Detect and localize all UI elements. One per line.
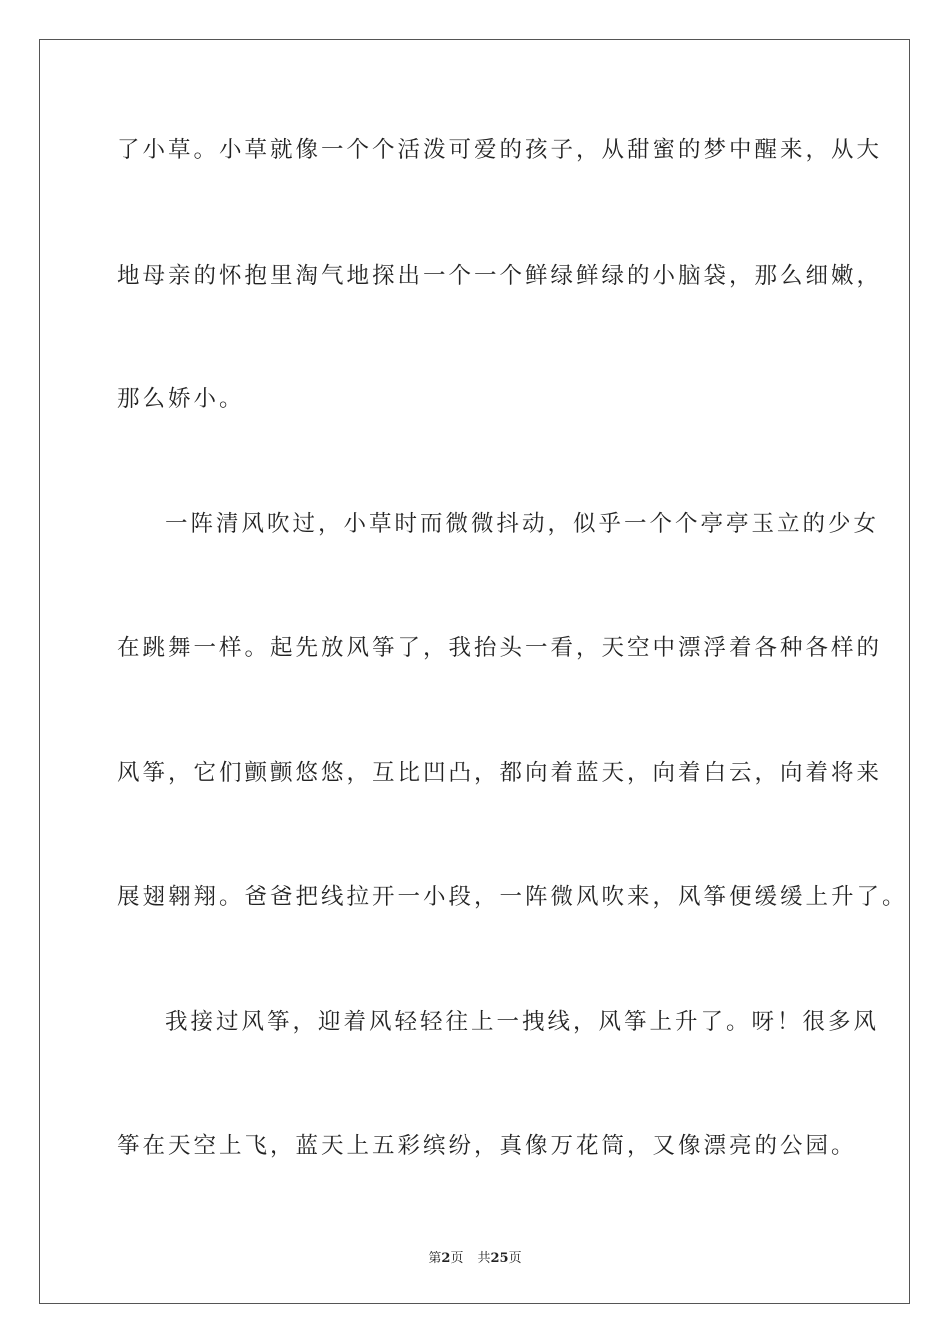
text-line: 风筝，它们颤颤悠悠，互比凹凸，都向着蓝天，向着白云，向着将来 (117, 760, 883, 786)
page-number: 2 (441, 1251, 451, 1266)
paragraph-start-line: 一阵清风吹过，小草时而微微抖动，似乎一个个亭亭玉立的少女 (165, 511, 880, 537)
total-pages: 25 (490, 1251, 509, 1266)
page-suffix: 页 (450, 1251, 464, 1266)
text-line: 展翅翱翔。爸爸把线拉开一小段，一阵微风吹来，风筝便缓缓上升了。 (117, 884, 908, 910)
text-line: 在跳舞一样。起先放风筝了，我抬头一看，天空中漂浮着各种各样的 (117, 635, 883, 661)
total-prefix: 共 (477, 1251, 491, 1266)
page-border (39, 39, 910, 1304)
text-line: 地母亲的怀抱里淘气地探出一个一个鲜绿鲜绿的小脑袋，那么细嫩， (117, 263, 883, 289)
text-line: 了小草。小草就像一个个活泼可爱的孩子，从甜蜜的梦中醒来，从大 (117, 137, 883, 163)
paragraph-start-line: 我接过风筝，迎着风轻轻往上一拽线，风筝上升了。呀！很多风 (165, 1009, 880, 1035)
text-line: 筝在天空上飞，蓝天上五彩缤纷，真像万花筒，又像漂亮的公园。 (117, 1133, 857, 1159)
text-line: 那么娇小。 (117, 386, 245, 412)
page-prefix: 第 (428, 1251, 442, 1266)
total-suffix: 页 (508, 1251, 522, 1266)
page-footer (0, 1247, 950, 1266)
